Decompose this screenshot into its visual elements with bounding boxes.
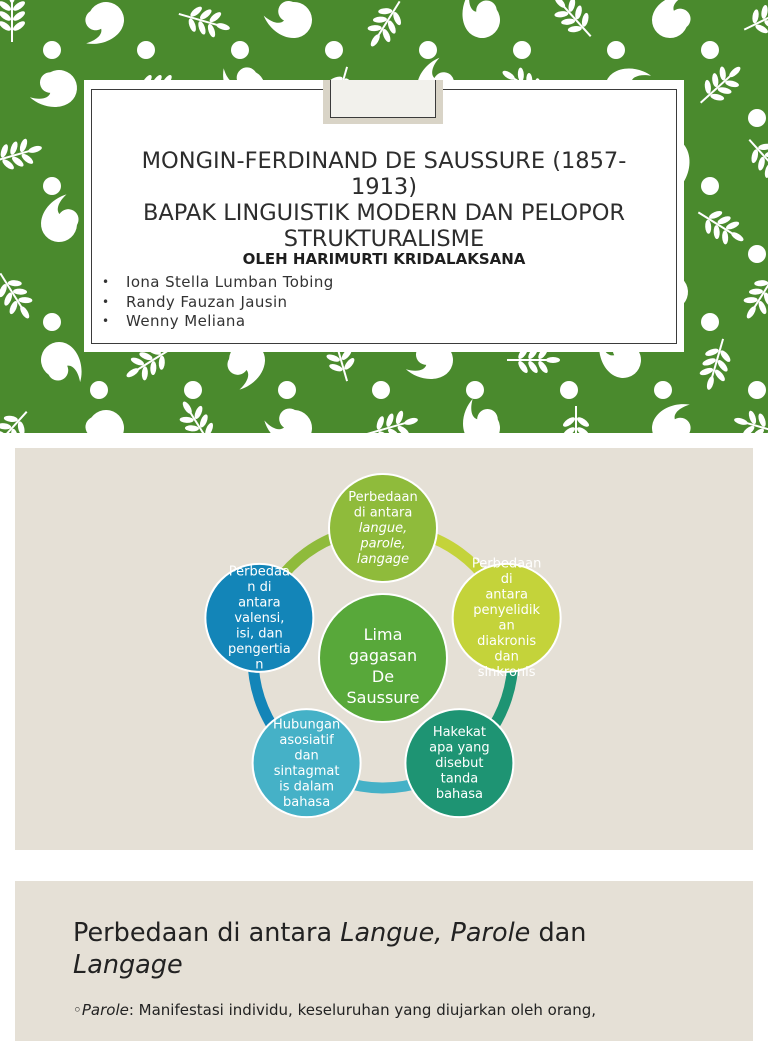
paisley-icon [646, 0, 699, 44]
dot-icon [701, 313, 719, 331]
leaf-icon [171, 394, 224, 433]
node-label: antara [485, 588, 528, 603]
node-label: Hubungan [273, 717, 340, 732]
list-item: • Iona Stella Lumban Tobing [102, 273, 334, 293]
node-label: an [499, 619, 515, 634]
dot-icon [748, 381, 766, 399]
dot-icon [419, 41, 437, 59]
node-label: isi, dan [236, 626, 283, 641]
leaf-icon [735, 266, 768, 326]
paisley-icon [75, 0, 131, 55]
slide-subtitle: OLEH HARIMURTI KRIDALAKSANA [104, 250, 664, 268]
bullet-icon: ◦ [73, 1001, 82, 1019]
leaf-icon [359, 0, 412, 54]
leaf-icon [738, 0, 768, 43]
dot-icon [701, 41, 719, 59]
node-label: di [501, 572, 513, 587]
title-line-2: 1913) [104, 174, 664, 200]
dot-icon [748, 245, 766, 263]
cycle-diagram [15, 448, 753, 850]
paisley-icon [23, 62, 83, 118]
node-label: bahasa [436, 787, 483, 802]
dot-icon [466, 381, 484, 399]
paisley-icon [73, 402, 131, 433]
leaf-icon [175, 0, 234, 42]
paisley-icon [452, 392, 508, 433]
title-line-3: BAPAK LINGUISTIK MODERN DAN PELOPOR [104, 200, 664, 226]
center-label-2: gagasan [349, 646, 417, 665]
cycle-node-1 [329, 474, 437, 582]
node-label: Perbedaan [472, 557, 541, 572]
leaf-icon [0, 134, 46, 176]
leaf-icon [545, 0, 602, 46]
cycle-node-5 [205, 564, 313, 673]
node-label: antara [238, 595, 281, 610]
dot-icon [43, 177, 61, 195]
cycle-node-2 [453, 557, 561, 681]
node-label: sintagmat [274, 764, 340, 779]
bullet-icon: • [102, 312, 126, 332]
node-label: Perbedaan [348, 490, 417, 505]
center-label-3: De [372, 667, 394, 686]
node-label: Perbedaa [229, 564, 290, 579]
dot-icon [607, 41, 625, 59]
dot-icon [231, 41, 249, 59]
node-label: langage [357, 552, 409, 567]
body-text: ◦Parole: Manifestasi individu, keseluruhan yang diujarkan oleh orang, [73, 1001, 753, 1019]
center-label-4: Saussure [347, 688, 420, 707]
title-card [84, 80, 684, 352]
center-node [319, 594, 447, 722]
node-label: is dalam [279, 779, 334, 794]
list-item: • Wenny Meliana [102, 312, 334, 332]
cycle-node-4 [253, 709, 361, 817]
leaf-icon [691, 200, 751, 253]
dot-icon [513, 41, 531, 59]
dot-icon [372, 381, 390, 399]
node-label: pengertia [228, 642, 291, 657]
slide-title [104, 148, 664, 252]
node-label: tanda [441, 772, 479, 787]
node-label: dan [294, 748, 318, 763]
paisley-icon [263, 407, 313, 433]
center-label-1: Lima [364, 625, 403, 644]
dot-icon [701, 177, 719, 195]
title-line-1: MONGIN-FERDINAND DE SAUSSURE (1857- [104, 148, 664, 174]
paisley-icon [646, 393, 702, 433]
dot-icon [43, 41, 61, 59]
node-label: parole, [359, 537, 405, 552]
node-label: langue, [359, 521, 407, 536]
node-label: n di [247, 580, 271, 595]
dot-icon [278, 381, 296, 399]
node-label: Hakekat [433, 725, 486, 740]
node-label: disebut [435, 756, 483, 771]
dot-icon [90, 381, 108, 399]
node-label: valensi, [234, 611, 284, 626]
list-item: • Randy Fauzan Jausin [102, 293, 334, 313]
bullet-icon: • [102, 273, 126, 293]
leaf-icon [0, 402, 37, 433]
dot-icon [654, 381, 672, 399]
leaf-icon [739, 130, 768, 189]
title-line-4: STRUKTURALISME [104, 226, 664, 252]
diagram-slide [15, 448, 753, 850]
bullet-icon: • [102, 293, 126, 313]
content-slide [15, 881, 753, 1041]
member-list [102, 273, 334, 332]
title-card-tab [323, 80, 443, 124]
node-label: asosiatif [279, 733, 334, 748]
node-label: apa yang [429, 741, 489, 756]
dot-icon [43, 313, 61, 331]
leaf-icon [0, 266, 41, 326]
leaf-icon [730, 406, 768, 433]
dot-icon [325, 41, 343, 59]
paisley-icon [450, 0, 508, 45]
node-label: diakronis [477, 634, 536, 649]
slide-heading: Perbedaan di antara Langue, Parole dan Langage [73, 917, 693, 981]
paisley-icon [40, 193, 80, 243]
node-label: sinkronis [478, 665, 536, 680]
title-slide [0, 0, 768, 433]
leaf-icon [0, 0, 26, 42]
node-label: bahasa [283, 795, 330, 810]
cycle-node-3 [405, 709, 513, 817]
dot-icon [184, 381, 202, 399]
leaf-icon [691, 57, 750, 114]
node-label: penyelidik [473, 603, 540, 618]
node-label: n [255, 657, 263, 672]
leaf-icon [562, 406, 591, 433]
node-label: dan [494, 650, 518, 665]
leaf-icon [363, 406, 422, 433]
paisley-icon [263, 0, 313, 40]
dot-icon [748, 109, 766, 127]
dot-icon [560, 381, 578, 399]
node-label: di antara [354, 506, 413, 521]
leaf-icon [695, 335, 737, 394]
dot-icon [137, 41, 155, 59]
